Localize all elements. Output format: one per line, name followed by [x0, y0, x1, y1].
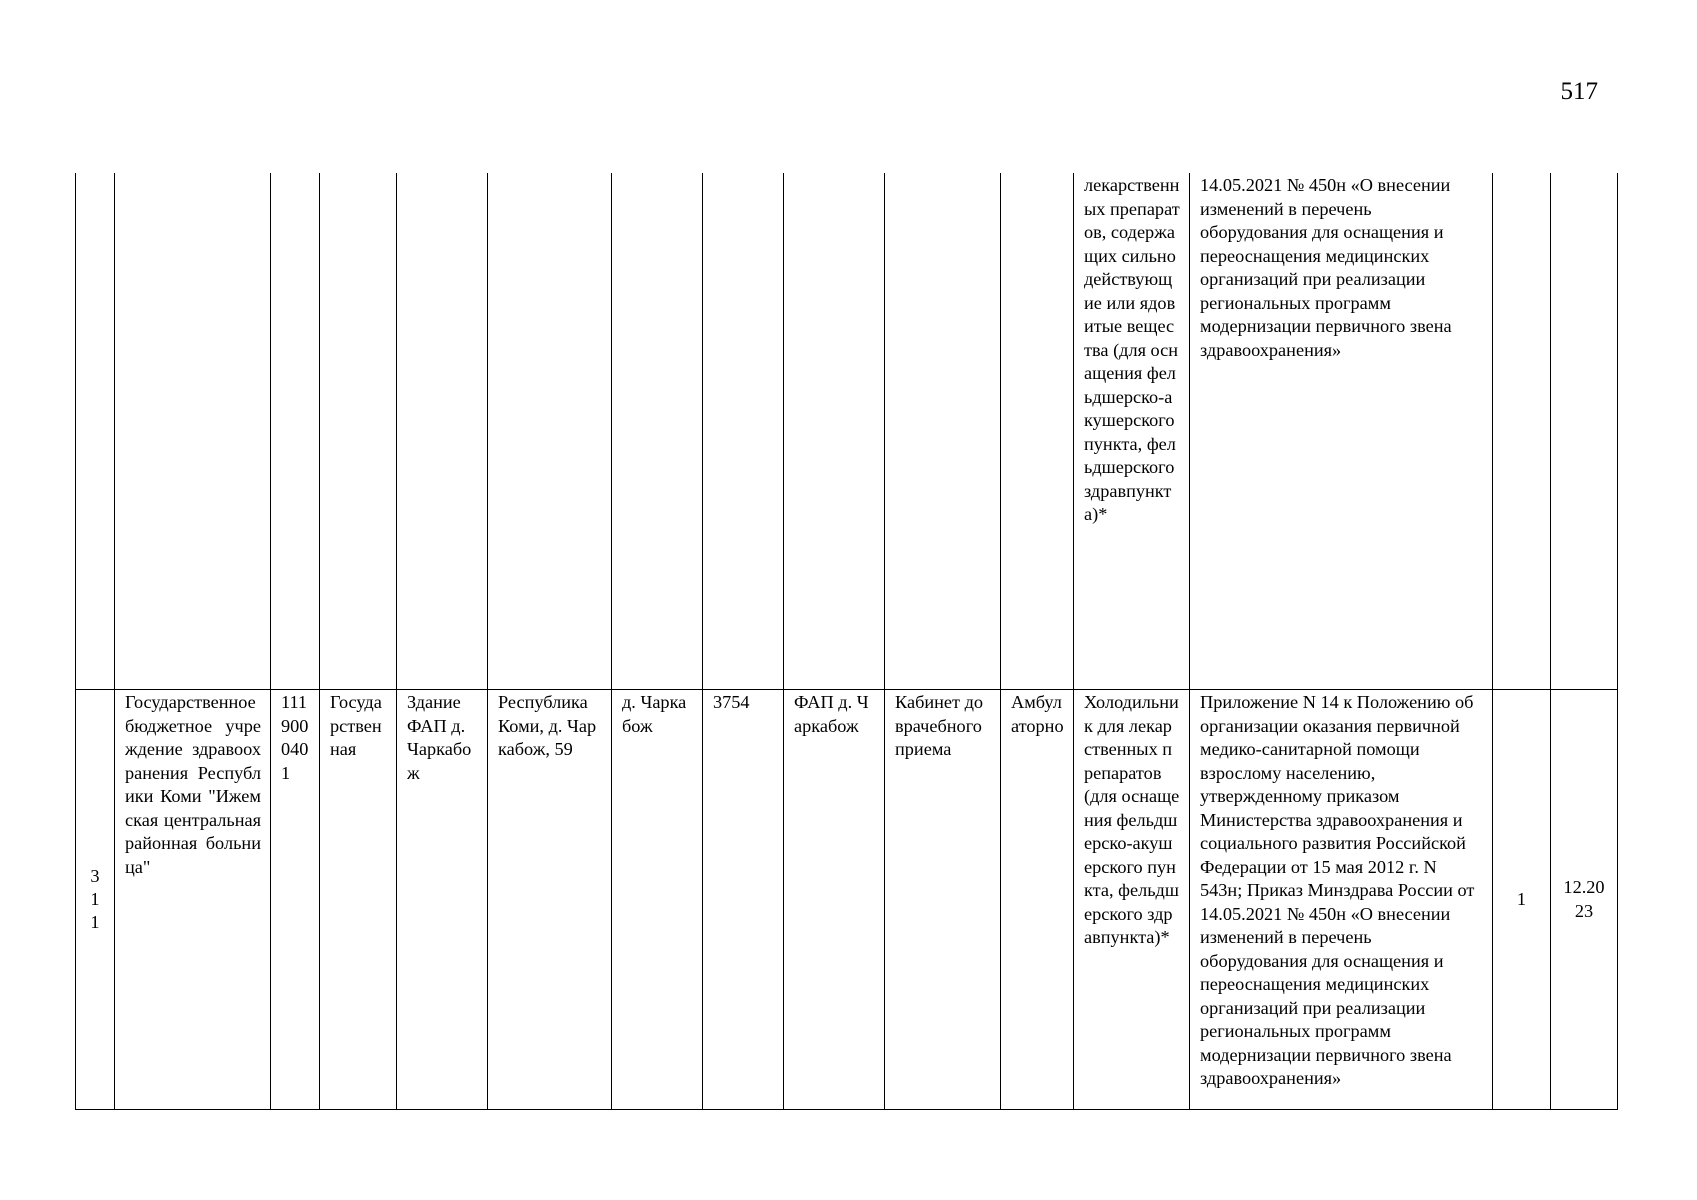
address-cell: Республика Коми, д. Чаркабож, 59	[488, 690, 612, 1110]
room-cell: Кабинет доврачебного приема	[885, 690, 1001, 1110]
locality-cell	[612, 173, 703, 690]
basis-cell: 14.05.2021 № 450н «О внесении изменений в перечень оборудования для оснащения и переоснащения медицинских организаций при реализации региональных программ модернизации первичного звена здравоохранения»	[1190, 173, 1493, 690]
organization-cell: Государственное бюджетное учреждение здравоохранения Республики Коми "Ижемская центральная районная больница"	[115, 690, 271, 1110]
organization-cell	[115, 173, 271, 690]
col-8-cell	[703, 173, 784, 690]
basis-cell: Приложение N 14 к Положению об организации оказания первичной медико-санитарной помощи взрослому населению, утвержденному приказом Министерства здравоохранения и социального развития Российской Федерации от 15 мая 2012 г. N 543н; Приказ Минздрава России от 14.05.2021 № 450н «О внесении изменений в перечень оборудования для оснащения и переоснащения медицинских организаций при реализации региональных программ модернизации первичного звена здравоохранения»	[1190, 690, 1493, 1110]
equipment-table	[75, 173, 1618, 1110]
quantity-cell: 1	[1493, 690, 1551, 1110]
equipment-cell: лекарственных препаратов, содержащих сильнодействующие или ядовитые вещества (для оснащения фельдшерско-акушерского пункта, фельдшерского здравпункта)*	[1074, 173, 1190, 690]
ownership-cell	[320, 173, 397, 690]
room-cell	[885, 173, 1001, 690]
address-cell	[488, 173, 612, 690]
quantity-cell	[1493, 173, 1551, 690]
row-number-cell	[76, 173, 115, 690]
table-row	[76, 690, 1618, 1110]
code-cell	[271, 173, 320, 690]
care-type-cell	[1001, 173, 1074, 690]
care-type-cell: Амбулаторно	[1001, 690, 1074, 1110]
table-row	[76, 173, 1618, 690]
building-cell	[397, 173, 488, 690]
date-cell	[1551, 173, 1618, 690]
date-cell: 12.2023	[1551, 690, 1618, 1110]
equipment-cell: Холодильник для лекарственных препаратов (для оснащения фельдшерско-акушерского пункта, фельдшерского здравпункта)*	[1074, 690, 1190, 1110]
page-number: 517	[1560, 78, 1598, 105]
col-8-cell: 3754	[703, 690, 784, 1110]
facility-cell: ФАП д. Чаркабож	[784, 690, 885, 1110]
code-cell: 1119000401	[271, 690, 320, 1110]
building-cell: Здание ФАП д. Чаркабож	[397, 690, 488, 1110]
row-number-cell	[76, 690, 115, 1110]
locality-cell: д. Чаркабож	[612, 690, 703, 1110]
ownership-cell: Государственная	[320, 690, 397, 1110]
facility-cell	[784, 173, 885, 690]
row-number: 311	[90, 866, 100, 932]
